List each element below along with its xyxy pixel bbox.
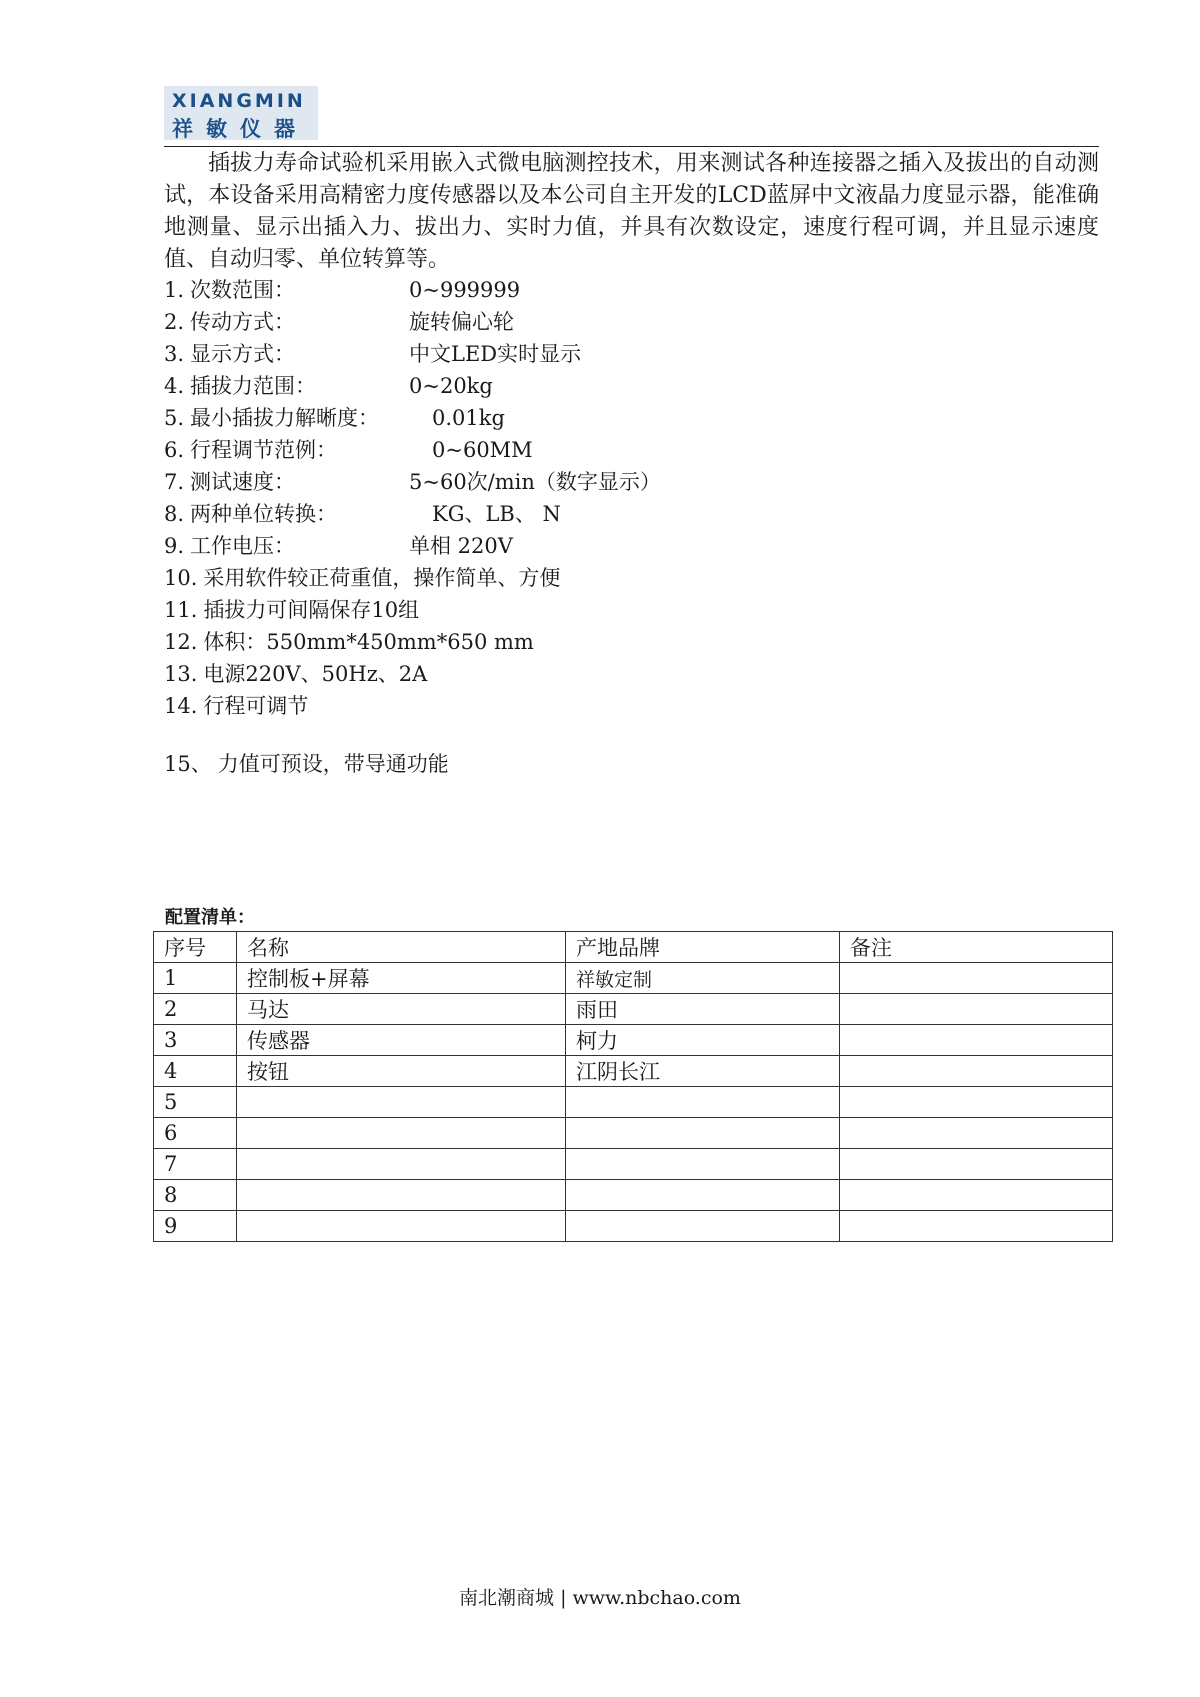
- table-row: [154, 1149, 1113, 1180]
- cell-name: [237, 1087, 566, 1118]
- cell-remark: [840, 1087, 1113, 1118]
- spec-item: 14. 行程可调节: [164, 694, 309, 718]
- cell-brand: [566, 1211, 840, 1242]
- cell-brand: [566, 1180, 840, 1211]
- table-header-row: [154, 932, 1113, 963]
- intro-text: 插拔力寿命试验机采用嵌入式微电脑测控技术，用来测试各种连接器之插入及拔出的自动测试，本设备采用高精密力度传感器以及本公司自主开发的LCD蓝屏中文液晶力度显示器，能准确地测量、显示出插入力、拔出力、实时力值，并具有次数设定，速度行程可调，并且显示速度值、自动归零、单位转算等。: [164, 151, 1099, 272]
- config-list-title: 配置清单：: [165, 907, 255, 928]
- cell-remark: [840, 1025, 1113, 1056]
- cell-brand: [566, 1118, 840, 1149]
- cell-brand: 柯力: [566, 1025, 840, 1056]
- table-row: [154, 994, 1113, 1025]
- cell-remark: [840, 1211, 1113, 1242]
- cell-index: 8: [154, 1180, 237, 1211]
- cell-remark: [840, 1149, 1113, 1180]
- config-table: [153, 931, 1113, 1242]
- cell-name: [237, 1118, 566, 1149]
- cell-index: 3: [154, 1025, 237, 1056]
- spec-item: 8. 两种单位转换： KG、LB、 N: [164, 502, 561, 526]
- table-row: [154, 1118, 1113, 1149]
- spec-item: 3. 显示方式： 中文LED实时显示: [164, 342, 582, 366]
- table-row: [154, 1056, 1113, 1087]
- table-row: [154, 1087, 1113, 1118]
- cell-index: 6: [154, 1118, 237, 1149]
- cell-name: [237, 1180, 566, 1211]
- spec-item: 15、 力值可预设，带导通功能: [164, 752, 449, 776]
- table-row: [154, 963, 1113, 994]
- spec-item: 10. 采用软件较正荷重值，操作简单、方便: [164, 566, 561, 590]
- cell-index: 9: [154, 1211, 237, 1242]
- cell-name: 控制板+屏幕: [237, 963, 566, 994]
- cell-remark: [840, 963, 1113, 994]
- logo-text-en: XIANGMIN: [172, 90, 306, 112]
- cell-index: 4: [154, 1056, 237, 1087]
- column-header-name: 名称: [237, 932, 566, 963]
- cell-index: 5: [154, 1087, 237, 1118]
- spec-item: 6. 行程调节范例： 0~60MM: [164, 438, 533, 462]
- cell-index: 7: [154, 1149, 237, 1180]
- column-header-index: 序号: [154, 932, 237, 963]
- cell-brand: 祥敏定制: [566, 963, 840, 994]
- spec-list: [164, 274, 661, 780]
- spec-item: 5. 最小插拔力解晰度： 0.01kg: [164, 406, 505, 430]
- spec-item: 12. 体积：550mm*450mm*650 mm: [164, 630, 534, 654]
- cell-name: [237, 1149, 566, 1180]
- cell-index: 2: [154, 994, 237, 1025]
- cell-brand: [566, 1149, 840, 1180]
- cell-name: 马达: [237, 994, 566, 1025]
- table-row: [154, 1180, 1113, 1211]
- cell-brand: [566, 1087, 840, 1118]
- footer-source: 南北潮商城 | www.nbchao.com: [459, 1587, 741, 1609]
- cell-index: 1: [154, 963, 237, 994]
- column-header-brand: 产地品牌: [566, 932, 840, 963]
- spec-item: 2. 传动方式： 旋转偏心轮: [164, 310, 514, 334]
- spec-item: 7. 测试速度： 5~60次/min（数字显示）: [164, 470, 661, 494]
- cell-remark: [840, 1056, 1113, 1087]
- column-header-remark: 备注: [840, 932, 1113, 963]
- table-row: [154, 1025, 1113, 1056]
- table-row: [154, 1211, 1113, 1242]
- cell-name: 按钮: [237, 1056, 566, 1087]
- cell-remark: [840, 1118, 1113, 1149]
- cell-remark: [840, 1180, 1113, 1211]
- spec-item: 4. 插拔力范围： 0~20kg: [164, 374, 493, 398]
- intro-paragraph: [164, 148, 1099, 276]
- cell-remark: [840, 994, 1113, 1025]
- header-divider: [164, 146, 1099, 147]
- spec-item: 1. 次数范围： 0~999999: [164, 278, 521, 302]
- cell-name: [237, 1211, 566, 1242]
- spec-item: 13. 电源220V、50Hz、2A: [164, 662, 428, 686]
- cell-brand: 江阴长江: [566, 1056, 840, 1087]
- cell-brand: 雨田: [566, 994, 840, 1025]
- cell-name: 传感器: [237, 1025, 566, 1056]
- spec-item: 11. 插拔力可间隔保存10组: [164, 598, 420, 622]
- spec-item: 9. 工作电压： 单相 220V: [164, 534, 513, 558]
- logo-text-cn: 祥敏仪器: [172, 117, 308, 141]
- company-logo: [164, 86, 318, 140]
